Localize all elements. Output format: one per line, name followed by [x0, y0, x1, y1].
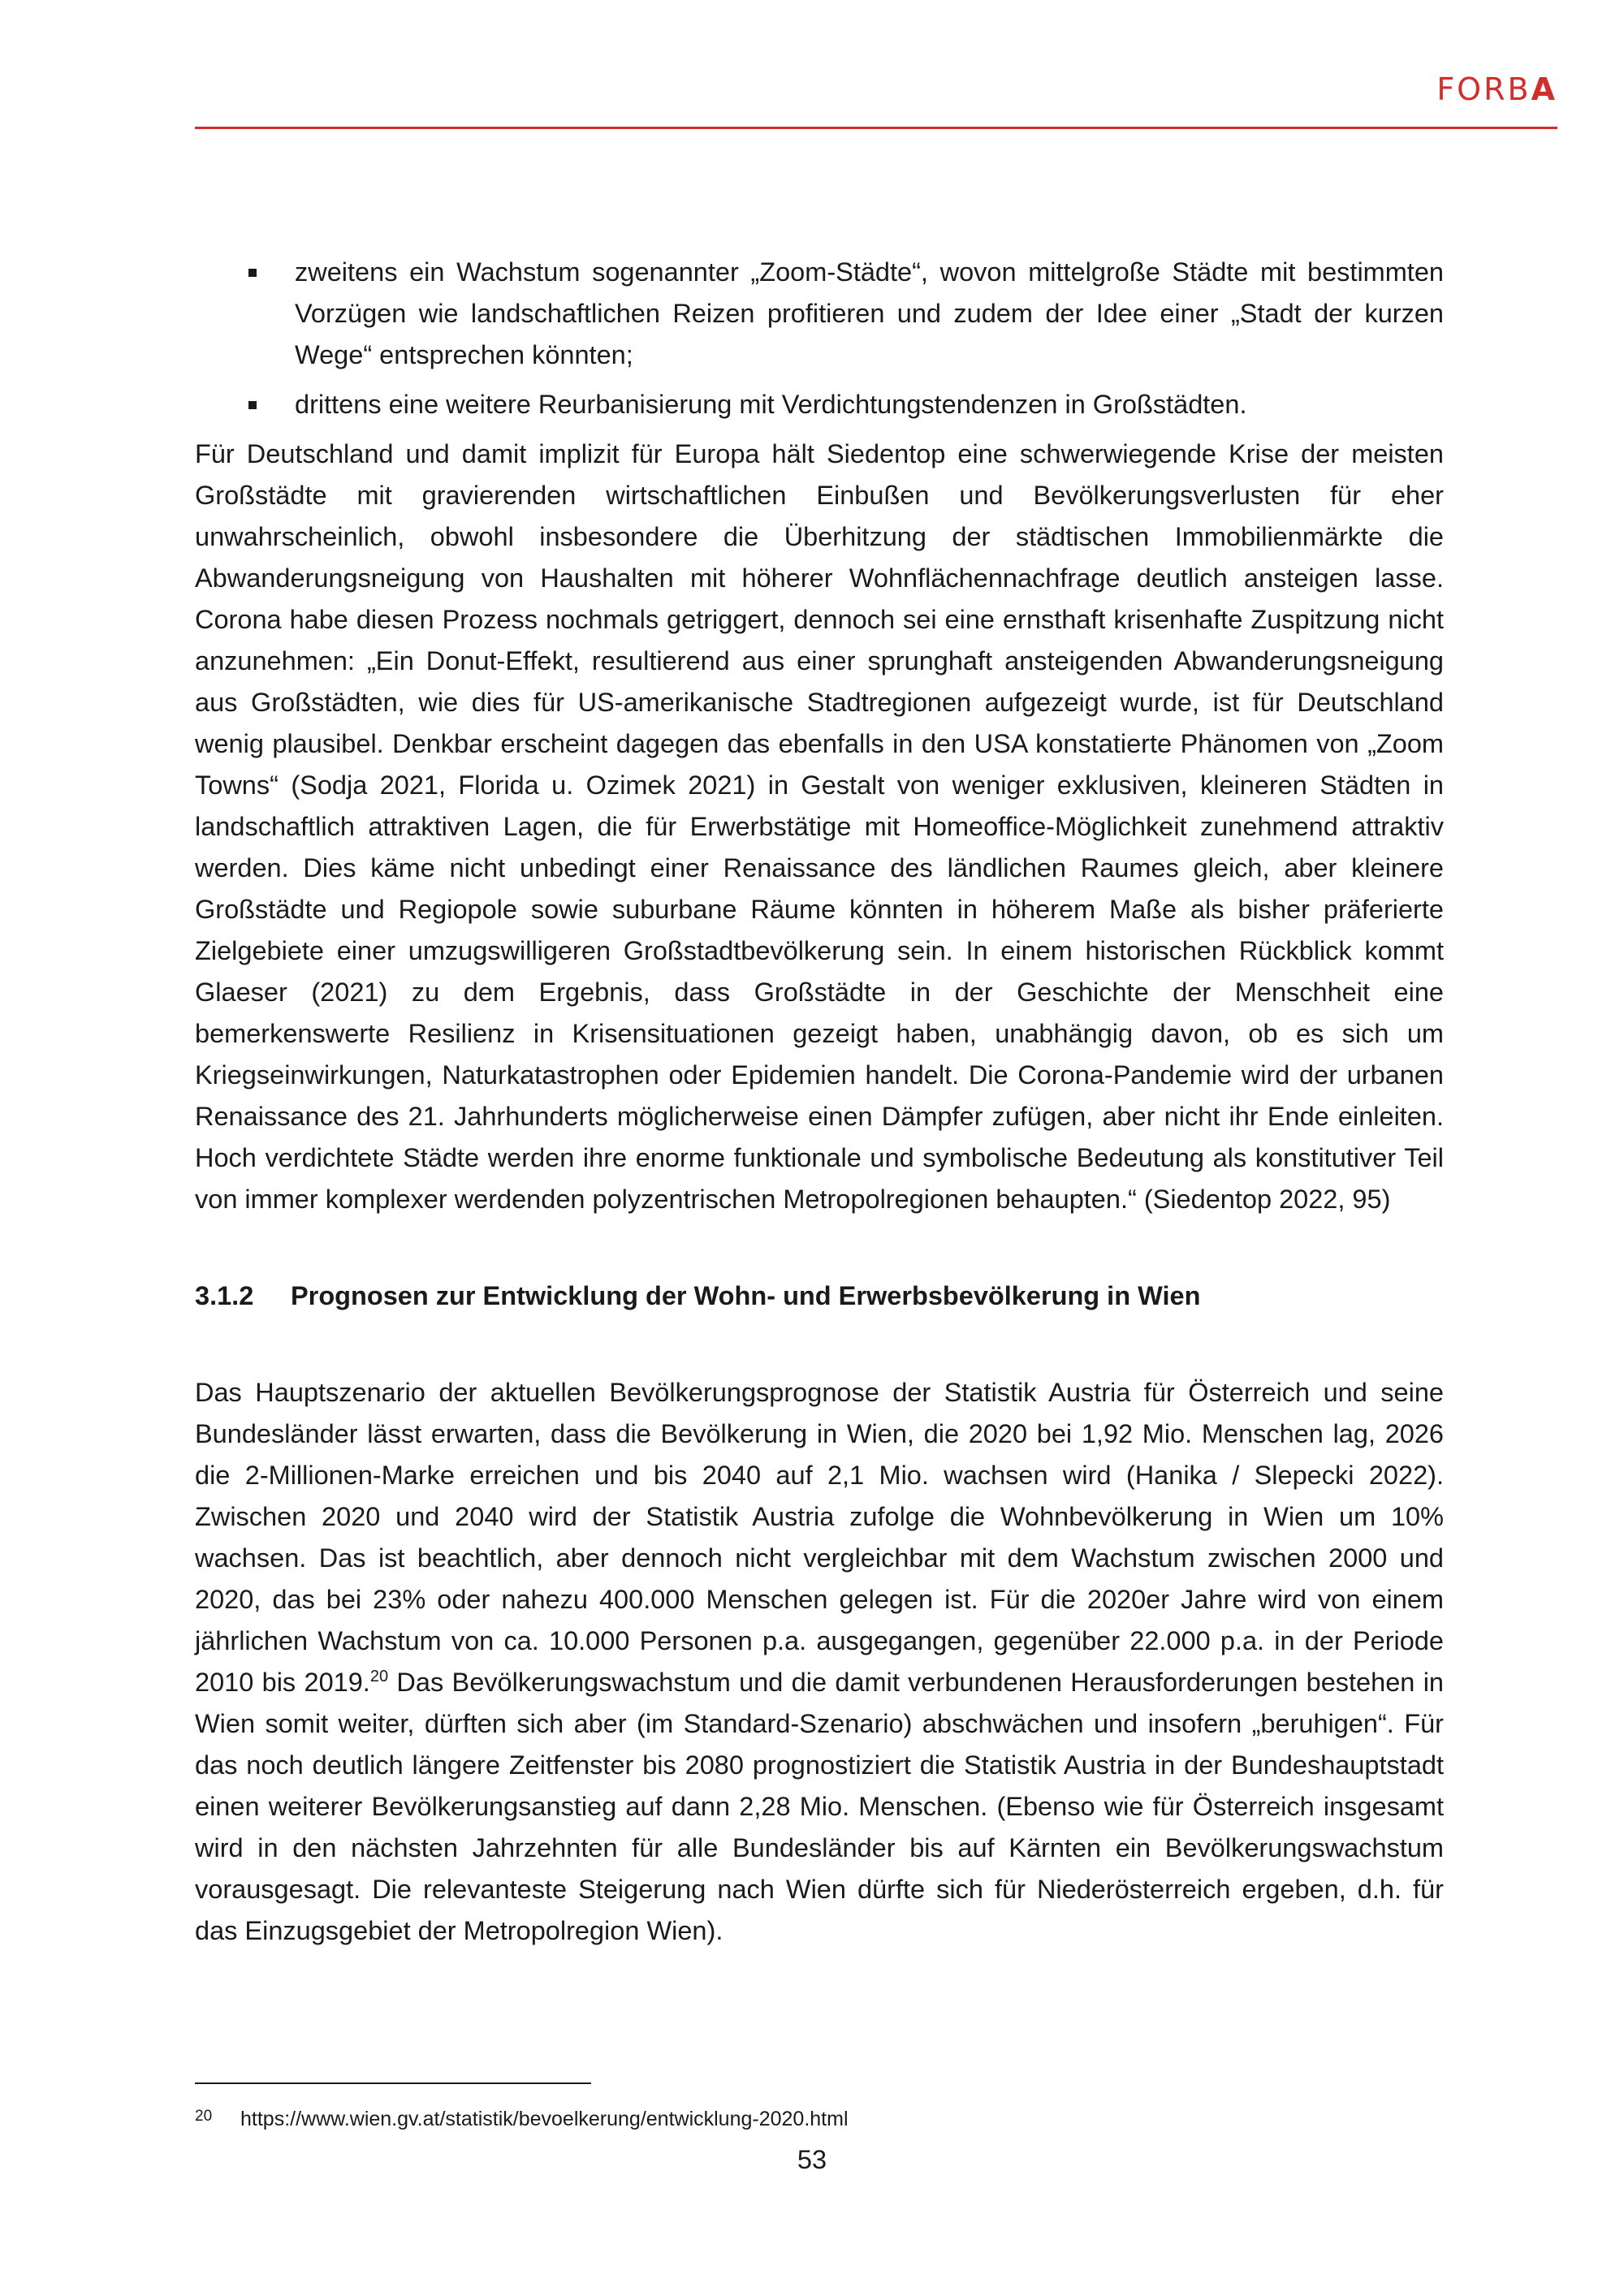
header-divider [195, 127, 1557, 129]
forba-logo [1436, 71, 1557, 107]
section-heading [195, 1275, 1444, 1317]
bullet-text: zweitens ein Wachstum sogenannter „Zoom-Städte“, wovon mittelgroße Städte mit bestimmten Vorzügen wie landschaftlichen Reizen profitieren und zudem der Idee einer „Stadt der kurzen Wege“ entsprechen könnten; [295, 257, 1444, 369]
square-bullet-icon [248, 269, 257, 277]
section-number: 3.1.2 [195, 1281, 254, 1310]
logo-text-regular: FORB [1436, 71, 1531, 107]
footnote [195, 2106, 849, 2132]
page-body [195, 252, 1444, 1952]
square-bullet-icon [248, 401, 257, 409]
footnote-link[interactable]: https://www.wien.gv.at/statistik/bevoelkerung/entwicklung-2020.html [240, 2108, 849, 2130]
paragraph-siedentop: Für Deutschland und damit implizit für Europa hält Siedentop eine schwerwiegende Krise der meisten Großstädte mit gravierenden wirtschaftlichen Einbußen und Bevölkerungsverlusten für eher unwahrscheinlich, obwohl insbesondere die Überhitzung der städtischen Immobilienmärkte die Abwanderungsneigung von Haushalten mit höherer Wohnflächennachfrage deutlich ansteigen lasse. Corona habe diesen Prozess nochmals getriggert, dennoch sei eine ernsthaft krisenhafte Zuspitzung nicht anzunehmen: „Ein Donut-Effekt, resultierend aus einer sprunghaft ansteigenden Abwanderungsneigung aus Großstädten, wie dies für US-amerikanische Stadtregionen aufgezeigt wurde, ist für Deutschland wenig plausibel. Denkbar erscheint dagegen das ebenfalls in den USA konstatierte Phänomen von „Zoom Towns“ (Sodja 2021, Florida u. Ozimek 2021) in Gestalt von weniger exklusiven, kleineren Städten in landschaftlich attraktiven Lagen, die für Erwerbstätige mit Homeoffice-Möglichkeit zunehmend attraktiv werden. Dies käme nicht unbedingt einer Renaissance des ländlichen Raumes gleich, aber kleinere Großstädte und Regiopole sowie suburbane Räume könnten in höherem Maße als bisher präferierte Zielgebiete einer umzugswilligeren Großstadtbevölkerung sein. In einem historischen Rückblick kommt Glaeser (2021) zu dem Ergebnis, dass Großstädte in der Geschichte der Menschheit eine bemerkenswerte Resilienz in Krisensituationen gezeigt haben, unabhängig davon, ob es sich um Kriegseinwirkungen, Naturkatastrophen oder Epidemien handelt. Die Corona-Pandemie wird der urbanen Renaissance des 21. Jahrhunderts möglicherweise einen Dämpfer zufügen, aber nicht ihr Ende einleiten. Hoch verdichtete Städte werden ihre enorme funktionale und symbolische Bedeutung als konstitutiver Teil von immer komplexer werdenden polyzentrischen Metropolregionen behaupten.“ (Siedentop 2022, 95) [195, 439, 1444, 1214]
page-number: 53 [797, 2145, 827, 2174]
footnote-reference[interactable]: 20 [369, 1668, 389, 1686]
paragraph-text: Das Bevölkerungswachstum und die damit verbundenen Herausforderungen bestehen in Wien somit weiter, dürften sich aber (im Standard-Szenario) abschwächen und insofern „beruhigen“. Für das noch deutlich längere Zeitfenster bis 2080 prognostiziert die Statistik Austria in der Bundeshauptstadt einen weiterer Bevölkerungsanstieg auf dann 2,28 Mio. Menschen. (Ebenso wie für Österreich insgesamt wird in den nächsten Jahrzehnten für alle Bundesländer bis auf Kärnten ein Bevölkerungswachstum vorausgesagt. Die relevanteste Steigerung nach Wien dürfte sich für Niederösterreich ergeben, d.h. für das Einzugsgebiet der Metropolregion Wien). [195, 1668, 1444, 1945]
paragraph-prognosis [195, 1372, 1444, 1952]
paragraph-text: Das Hauptszenario der aktuellen Bevölkerungsprognose der Statistik Austria für Österreich und seine Bundesländer lässt erwarten, dass die Bevölkerung in Wien, die 2020 bei 1,92 Mio. Menschen lag, 2026 die 2-Millionen-Marke erreichen und bis 2040 auf 2,1 Mio. wachsen wird (Hanika / Slepecki 2022). Zwischen 2020 und 2040 wird der Statistik Austria zufolge die Wohnbevölkerung in Wien um 10% wachsen. Das ist beachtlich, aber dennoch nicht vergleichbar mit dem Wachstum zwischen 2000 und 2020, das bei 23% oder nahezu 400.000 Menschen gelegen ist. Für die 2020er Jahre wird von einem jährlichen Wachstum von ca. 10.000 Personen p.a. ausgegangen, gegenüber 22.000 p.a. in der Periode 2010 bis 2019. [195, 1378, 1444, 1697]
list-item [195, 384, 1444, 425]
logo-text-bold: A [1531, 71, 1557, 107]
list-item [195, 252, 1444, 376]
bullet-list [195, 252, 1444, 425]
bullet-text: drittens eine weitere Reurbanisierung mit Verdichtungstendenzen in Großstädten. [295, 390, 1247, 419]
section-title: Prognosen zur Entwicklung der Wohn- und Erwerbsbevölkerung in Wien [291, 1281, 1201, 1310]
footnote-divider [195, 2082, 591, 2084]
footnote-number: 20 [195, 2108, 213, 2125]
